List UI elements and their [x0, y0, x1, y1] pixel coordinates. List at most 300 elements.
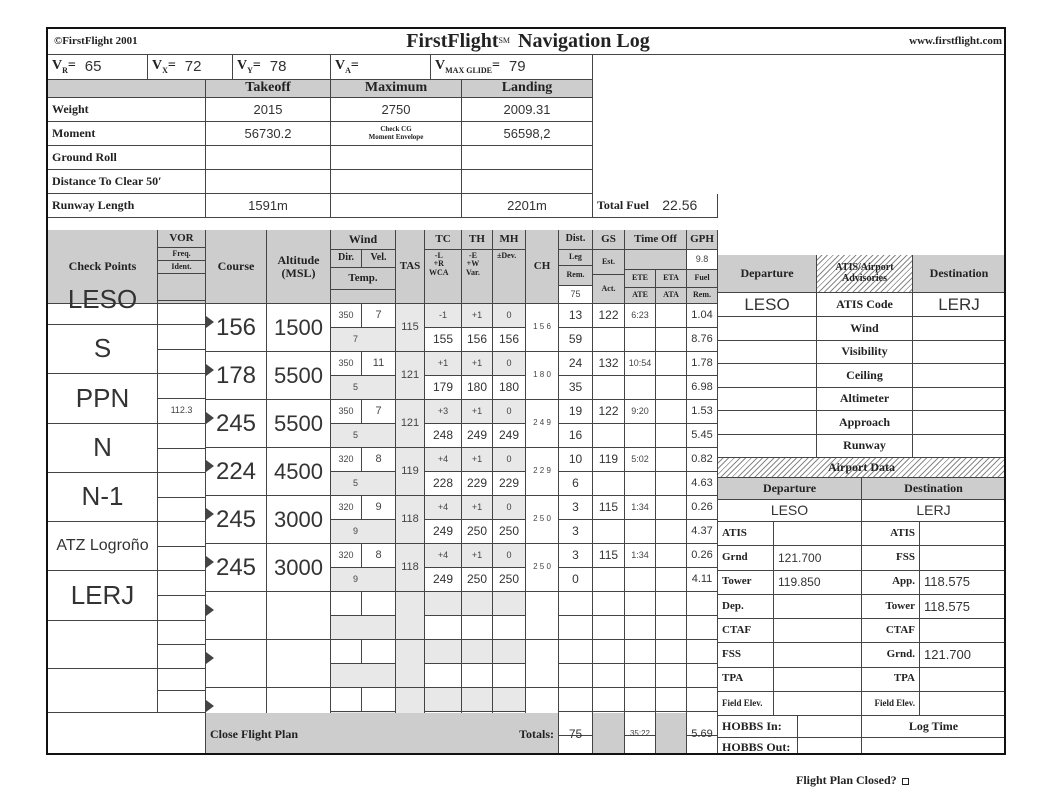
vor-ident[interactable] — [158, 449, 206, 474]
perf-landing-value[interactable] — [462, 170, 593, 194]
atis-dep-4[interactable] — [718, 411, 817, 435]
ate[interactable] — [625, 328, 656, 352]
wind-vel[interactable] — [362, 640, 396, 664]
airport-right-value[interactable] — [920, 692, 1006, 716]
wind-dir[interactable] — [331, 688, 362, 712]
fuel-used[interactable] — [687, 352, 718, 376]
fuel-used[interactable] — [687, 688, 718, 712]
dev[interactable] — [493, 640, 526, 664]
atis-dest-0[interactable] — [913, 317, 1006, 341]
vspeed-vr-symbol: $V_R=$ — [52, 57, 76, 75]
course[interactable] — [206, 496, 267, 544]
dist-leg[interactable] — [559, 448, 593, 472]
dev[interactable] — [493, 688, 526, 712]
vor-ident[interactable] — [158, 547, 206, 572]
eta[interactable] — [656, 400, 687, 424]
dist-rem[interactable] — [559, 568, 593, 592]
course-text: 245 — [215, 409, 257, 437]
checkpoint[interactable] — [48, 325, 158, 374]
perf-takeoff-value[interactable] — [206, 194, 331, 218]
log-time-value[interactable] — [862, 738, 1006, 755]
tc[interactable] — [425, 520, 462, 544]
ete[interactable] — [625, 304, 656, 328]
wca[interactable] — [425, 592, 462, 616]
tas[interactable] — [396, 496, 425, 544]
fuel-used[interactable] — [687, 448, 718, 472]
temp[interactable] — [331, 664, 396, 688]
wind-vel-text: 7 — [375, 404, 382, 417]
perf-takeoff-value[interactable] — [206, 98, 331, 122]
ata[interactable] — [656, 424, 687, 448]
dist-leg[interactable] — [559, 592, 593, 616]
temp[interactable] — [331, 520, 396, 544]
dev[interactable] — [493, 592, 526, 616]
course[interactable] — [206, 304, 267, 352]
vspeed-vx[interactable] — [148, 55, 233, 80]
tc[interactable] — [425, 616, 462, 640]
airport-right-value[interactable] — [920, 571, 1006, 595]
altitude[interactable] — [267, 592, 331, 640]
vor-ident[interactable] — [158, 301, 206, 326]
gs-act[interactable] — [593, 424, 625, 448]
dev[interactable] — [493, 304, 526, 328]
gs-est[interactable] — [593, 544, 625, 568]
airport-left-value[interactable] — [774, 522, 862, 546]
vspeed-vmg-symbol: $V_{MAX GLIDE}=$ — [435, 57, 500, 75]
wind-vel[interactable] — [362, 592, 396, 616]
vor-freq[interactable] — [158, 276, 206, 301]
perf-landing-value[interactable] — [462, 98, 593, 122]
wind-vel[interactable] — [362, 496, 396, 520]
dev[interactable] — [493, 400, 526, 424]
temp[interactable] — [331, 616, 396, 640]
dist-leg[interactable] — [559, 352, 593, 376]
vor-freq[interactable] — [158, 325, 206, 350]
wind-dir[interactable] — [331, 496, 362, 520]
th[interactable] — [462, 664, 493, 688]
wind-vel[interactable] — [362, 304, 396, 328]
perf-takeoff-value[interactable] — [206, 122, 331, 146]
airport-left-label — [718, 668, 774, 692]
temp[interactable] — [331, 424, 396, 448]
dist-rem-start-text: 75 — [570, 288, 581, 299]
eta[interactable] — [656, 592, 687, 616]
tc[interactable] — [425, 472, 462, 496]
gs-act[interactable] — [593, 328, 625, 352]
eta[interactable] — [656, 448, 687, 472]
ate[interactable] — [625, 472, 656, 496]
mh[interactable] — [493, 328, 526, 352]
airport-left-value[interactable] — [774, 643, 862, 667]
perf-landing-value[interactable] — [462, 146, 593, 170]
course[interactable] — [206, 352, 267, 400]
airport-right-value[interactable] — [920, 595, 1006, 619]
ate[interactable] — [625, 424, 656, 448]
total-fuel-label: Total Fuel — [597, 198, 649, 213]
var[interactable] — [462, 400, 493, 424]
th[interactable] — [462, 424, 493, 448]
ch[interactable] — [526, 352, 559, 400]
ata[interactable] — [656, 472, 687, 496]
fuel-rem[interactable] — [687, 328, 718, 352]
dist-rem[interactable] — [559, 616, 593, 640]
eta[interactable] — [656, 544, 687, 568]
log-time-label-text: Log Time — [908, 719, 959, 734]
checkpoint[interactable] — [48, 276, 158, 325]
var[interactable] — [462, 448, 493, 472]
tc[interactable] — [425, 664, 462, 688]
atis-dep-0[interactable] — [718, 317, 817, 341]
dev[interactable] — [493, 496, 526, 520]
vor-freq[interactable] — [158, 621, 206, 645]
hobbs-out-value[interactable] — [798, 738, 862, 755]
temp[interactable] — [331, 328, 396, 352]
wind-vel-text: 9 — [375, 500, 382, 513]
temp[interactable] — [331, 568, 396, 592]
tas[interactable] — [396, 448, 425, 496]
eta[interactable] — [656, 496, 687, 520]
wind-dir[interactable] — [331, 400, 362, 424]
vor-freq[interactable] — [158, 424, 206, 449]
th[interactable] — [462, 328, 493, 352]
ata[interactable] — [656, 520, 687, 544]
tas[interactable] — [396, 400, 425, 448]
ate[interactable] — [625, 568, 656, 592]
var-text: +1 — [471, 501, 483, 512]
fuel-used[interactable] — [687, 544, 718, 568]
tas[interactable] — [396, 304, 425, 352]
vor-ident[interactable] — [158, 498, 206, 523]
airport-left-value[interactable] — [774, 546, 862, 570]
vor-ident[interactable] — [158, 645, 206, 669]
gs-est-text: 119 — [598, 452, 619, 467]
ete[interactable] — [625, 688, 656, 712]
dist-leg[interactable] — [559, 640, 593, 664]
gs-est[interactable] — [593, 592, 625, 616]
ete[interactable] — [625, 448, 656, 472]
gs-est[interactable] — [593, 352, 625, 376]
airport-left-value[interactable] — [774, 571, 862, 595]
ete[interactable] — [625, 400, 656, 424]
ete[interactable] — [625, 544, 656, 568]
mh[interactable] — [493, 376, 526, 400]
gs-act[interactable] — [593, 616, 625, 640]
perf-maximum-value[interactable] — [331, 146, 462, 170]
wca[interactable] — [425, 304, 462, 328]
atis-dest-2[interactable] — [913, 364, 1006, 388]
mh[interactable] — [493, 424, 526, 448]
fuel-used[interactable] — [687, 640, 718, 664]
airport-right-label — [862, 546, 920, 570]
airport-left-value[interactable] — [774, 619, 862, 643]
dist-rem[interactable] — [559, 424, 593, 448]
perf-maximum-value[interactable] — [331, 170, 462, 194]
var[interactable] — [462, 496, 493, 520]
ata[interactable] — [656, 664, 687, 688]
altitude[interactable] — [267, 496, 331, 544]
airport-right-value[interactable] — [920, 522, 1006, 546]
perf-landing-value[interactable] — [462, 194, 593, 218]
gs-est[interactable] — [593, 640, 625, 664]
wca[interactable] — [425, 544, 462, 568]
th[interactable] — [462, 520, 493, 544]
vor-freq[interactable] — [158, 669, 206, 691]
airport-left-value[interactable] — [774, 595, 862, 619]
eta[interactable] — [656, 304, 687, 328]
gs-act[interactable] — [593, 664, 625, 688]
tas[interactable] — [396, 640, 425, 688]
airport-left-value[interactable] — [774, 668, 862, 692]
gs-act[interactable] — [593, 568, 625, 592]
eta[interactable] — [656, 640, 687, 664]
mh[interactable] — [493, 616, 526, 640]
perf-landing-value-text: 2201m — [507, 197, 547, 213]
col-th-text: TH — [469, 232, 485, 245]
vor-ident[interactable] — [158, 350, 206, 375]
fuel-rem[interactable] — [687, 376, 718, 400]
dist-leg-text: 3 — [572, 548, 579, 563]
vspeed-vy[interactable] — [233, 55, 331, 80]
dev[interactable] — [493, 448, 526, 472]
altitude[interactable] — [267, 400, 331, 448]
tc[interactable] — [425, 424, 462, 448]
airport-right-label — [862, 643, 920, 667]
atis-advisories-label-text: ATIS/Airport Advisories — [835, 262, 894, 284]
ete[interactable] — [625, 352, 656, 376]
temp[interactable] — [331, 376, 396, 400]
perf-takeoff-value[interactable] — [206, 146, 331, 170]
th[interactable] — [462, 616, 493, 640]
wind-vel[interactable] — [362, 544, 396, 568]
perf-takeoff-value[interactable] — [206, 170, 331, 194]
col-fuel-rem-text: Rem. — [693, 290, 711, 300]
airport-left-value[interactable] — [774, 692, 862, 716]
wind-vel[interactable] — [362, 400, 396, 424]
airport-right-value[interactable] — [920, 668, 1006, 692]
wind-dir[interactable] — [331, 448, 362, 472]
var[interactable] — [462, 688, 493, 712]
ata[interactable] — [656, 568, 687, 592]
ch[interactable] — [526, 448, 559, 496]
atis-dep-1[interactable] — [718, 341, 817, 365]
fuel-rem[interactable] — [687, 520, 718, 544]
wca[interactable] — [425, 448, 462, 472]
ete[interactable] — [625, 640, 656, 664]
ata[interactable] — [656, 328, 687, 352]
vor-ident[interactable] — [158, 596, 206, 621]
title-firstflight: FirstFlight — [406, 30, 499, 52]
total-fuel[interactable] — [593, 194, 718, 218]
wca[interactable] — [425, 640, 462, 664]
vspeed-vr[interactable] — [48, 55, 148, 80]
vspeed-va[interactable] — [331, 55, 431, 80]
course[interactable] — [206, 400, 267, 448]
dist-rem[interactable] — [559, 520, 593, 544]
ata[interactable] — [656, 376, 687, 400]
ch[interactable] — [526, 496, 559, 544]
course[interactable] — [206, 544, 267, 592]
altitude[interactable] — [267, 352, 331, 400]
gs-est[interactable] — [593, 304, 625, 328]
gs-est[interactable] — [593, 400, 625, 424]
time-off-value[interactable] — [625, 250, 687, 270]
ch[interactable] — [526, 640, 559, 688]
dist-rem[interactable] — [559, 376, 593, 400]
th[interactable] — [462, 376, 493, 400]
vor-ident[interactable] — [158, 691, 206, 713]
temp[interactable] — [331, 472, 396, 496]
ch[interactable] — [526, 544, 559, 592]
course-arrow-icon — [206, 652, 214, 664]
gs-est[interactable] — [593, 448, 625, 472]
mh[interactable] — [493, 520, 526, 544]
tas[interactable] — [396, 352, 425, 400]
dist-leg[interactable] — [559, 496, 593, 520]
checkpoint[interactable] — [48, 669, 158, 713]
vor-freq[interactable] — [158, 522, 206, 547]
wind-vel[interactable] — [362, 352, 396, 376]
altitude[interactable] — [267, 640, 331, 688]
perf-maximum-value[interactable] — [331, 98, 462, 122]
atis-dest-3[interactable] — [913, 388, 1006, 412]
vor-freq[interactable] — [158, 473, 206, 498]
wind-vel[interactable] — [362, 448, 396, 472]
atis-dep-2[interactable] — [718, 364, 817, 388]
vor-freq[interactable] — [158, 571, 206, 596]
dist-leg[interactable] — [559, 544, 593, 568]
eta[interactable] — [656, 688, 687, 712]
fuel-rem[interactable] — [687, 472, 718, 496]
col-th — [462, 230, 493, 250]
flight-plan-closed[interactable] — [796, 773, 909, 788]
atis-dep-3[interactable] — [718, 388, 817, 412]
checkpoint[interactable] — [48, 621, 158, 669]
fuel-rem[interactable] — [687, 424, 718, 448]
course[interactable] — [206, 592, 267, 640]
var[interactable] — [462, 544, 493, 568]
dist-leg[interactable] — [559, 400, 593, 424]
hobbs-in-value[interactable] — [798, 716, 862, 738]
gs-est[interactable] — [593, 688, 625, 712]
eta[interactable] — [656, 352, 687, 376]
gs-act[interactable] — [593, 520, 625, 544]
var[interactable] — [462, 304, 493, 328]
wca[interactable] — [425, 400, 462, 424]
gs-est[interactable] — [593, 496, 625, 520]
vspeed-vmg[interactable] — [431, 55, 593, 80]
fuel-used[interactable] — [687, 592, 718, 616]
checkpoint[interactable] — [48, 571, 158, 621]
atis-destination-text: LERJ — [938, 294, 980, 314]
tas[interactable] — [396, 544, 425, 592]
dev[interactable] — [493, 352, 526, 376]
ete[interactable] — [625, 496, 656, 520]
dist-leg[interactable] — [559, 304, 593, 328]
fuel-rem[interactable] — [687, 664, 718, 688]
wind-dir[interactable] — [331, 352, 362, 376]
mh[interactable] — [493, 568, 526, 592]
ate[interactable] — [625, 664, 656, 688]
checkpoint[interactable] — [48, 473, 158, 522]
dist-rem[interactable] — [559, 328, 593, 352]
dist-rem[interactable] — [559, 664, 593, 688]
th[interactable] — [462, 472, 493, 496]
ata[interactable] — [656, 616, 687, 640]
wind-dir[interactable] — [331, 304, 362, 328]
checkpoint[interactable] — [48, 522, 158, 571]
wca[interactable] — [425, 496, 462, 520]
fuel-rem[interactable] — [687, 568, 718, 592]
mh[interactable] — [493, 472, 526, 496]
airport-data-title-text: Airport Data — [828, 460, 895, 475]
checkpoint[interactable] — [48, 424, 158, 473]
ate[interactable] — [625, 376, 656, 400]
gs-act[interactable] — [593, 376, 625, 400]
perf-landing-value[interactable] — [462, 122, 593, 146]
fuel-used[interactable] — [687, 400, 718, 424]
fuel-used[interactable] — [687, 496, 718, 520]
dist-rem[interactable] — [559, 472, 593, 496]
th[interactable] — [462, 568, 493, 592]
wind-vel[interactable] — [362, 688, 396, 712]
airport-right-value[interactable] — [920, 546, 1006, 570]
ch[interactable] — [526, 304, 559, 352]
wind-dir[interactable] — [331, 544, 362, 568]
var[interactable] — [462, 352, 493, 376]
gs-act[interactable] — [593, 472, 625, 496]
ate[interactable] — [625, 520, 656, 544]
dist-leg[interactable] — [559, 688, 593, 712]
altitude[interactable] — [267, 304, 331, 352]
tas[interactable] — [396, 592, 425, 640]
mh[interactable] — [493, 664, 526, 688]
fuel-used-text: 0.26 — [691, 548, 713, 561]
atis-dest-5[interactable] — [913, 435, 1006, 459]
wind-dir[interactable] — [331, 592, 362, 616]
tc[interactable] — [425, 376, 462, 400]
vor-ident[interactable] — [158, 399, 206, 424]
atis-dest-4[interactable] — [913, 411, 1006, 435]
flight-plan-closed-checkbox[interactable] — [902, 778, 909, 785]
altitude[interactable] — [267, 544, 331, 592]
ch[interactable] — [526, 400, 559, 448]
ch[interactable] — [526, 592, 559, 640]
checkpoint[interactable] — [48, 374, 158, 424]
fuel-rem[interactable] — [687, 616, 718, 640]
tc[interactable] — [425, 568, 462, 592]
ete[interactable] — [625, 592, 656, 616]
ate[interactable] — [625, 616, 656, 640]
course[interactable] — [206, 640, 267, 688]
atis-dep-5[interactable] — [718, 435, 817, 459]
airport-right-value[interactable] — [920, 643, 1006, 667]
dev[interactable] — [493, 544, 526, 568]
atis-dest-1[interactable] — [913, 341, 1006, 365]
altitude[interactable] — [267, 448, 331, 496]
fuel-used[interactable] — [687, 304, 718, 328]
airport-right-value[interactable] — [920, 619, 1006, 643]
wca[interactable] — [425, 688, 462, 712]
tc[interactable] — [425, 328, 462, 352]
perf-maximum-value[interactable] — [331, 194, 462, 218]
course[interactable] — [206, 448, 267, 496]
wind-dir[interactable] — [331, 640, 362, 664]
wca[interactable] — [425, 352, 462, 376]
vor-freq[interactable] — [158, 374, 206, 399]
var[interactable] — [462, 640, 493, 664]
page-title — [348, 29, 708, 55]
var[interactable] — [462, 592, 493, 616]
